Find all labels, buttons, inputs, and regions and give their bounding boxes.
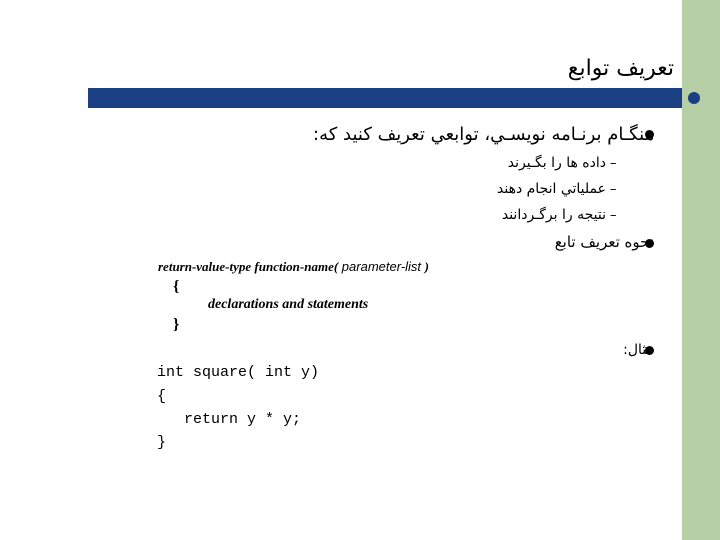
declarations-and-statements: declarations and statements <box>208 297 369 312</box>
signature-main: return-value-type function-name( <box>158 259 339 274</box>
code-line-1: int square( int y) <box>157 364 320 381</box>
signature-close-paren: ) <box>424 259 429 274</box>
side-decoration-band <box>682 0 720 540</box>
sub-bullet-marker-2: – <box>610 182 617 197</box>
slide-title: تعريف توابع <box>567 56 674 81</box>
sub-bullet-return-result: نتيجه را برگـردانند <box>501 207 606 223</box>
sub-bullet-marker-1: – <box>610 156 617 171</box>
sub-bullet-marker-3: – <box>610 208 617 223</box>
title-underline-bar <box>88 88 682 108</box>
sub-bullet-take-data: داده ها را بگـيرند <box>507 155 606 171</box>
bullet-function-syntax: نحوه تعريف تابع <box>554 233 654 251</box>
signature-parameter-list: parameter-list <box>338 259 425 274</box>
bullet-define-functions: هنگـام برنـامه نويسـي، توابعي تعريف كنيد كه: <box>313 124 654 145</box>
sub-bullet-perform-ops: عملياتي انجام دهند <box>497 181 606 197</box>
code-line-4: } <box>157 434 167 451</box>
syntax-open-brace: { <box>173 278 180 295</box>
function-signature <box>158 259 429 275</box>
title-bar-end-dot <box>688 92 700 104</box>
code-line-2: { <box>157 388 167 405</box>
syntax-close-brace: } <box>173 316 180 333</box>
code-line-3: return y * y; <box>157 411 302 428</box>
bullet-example: مثال: <box>623 342 654 358</box>
